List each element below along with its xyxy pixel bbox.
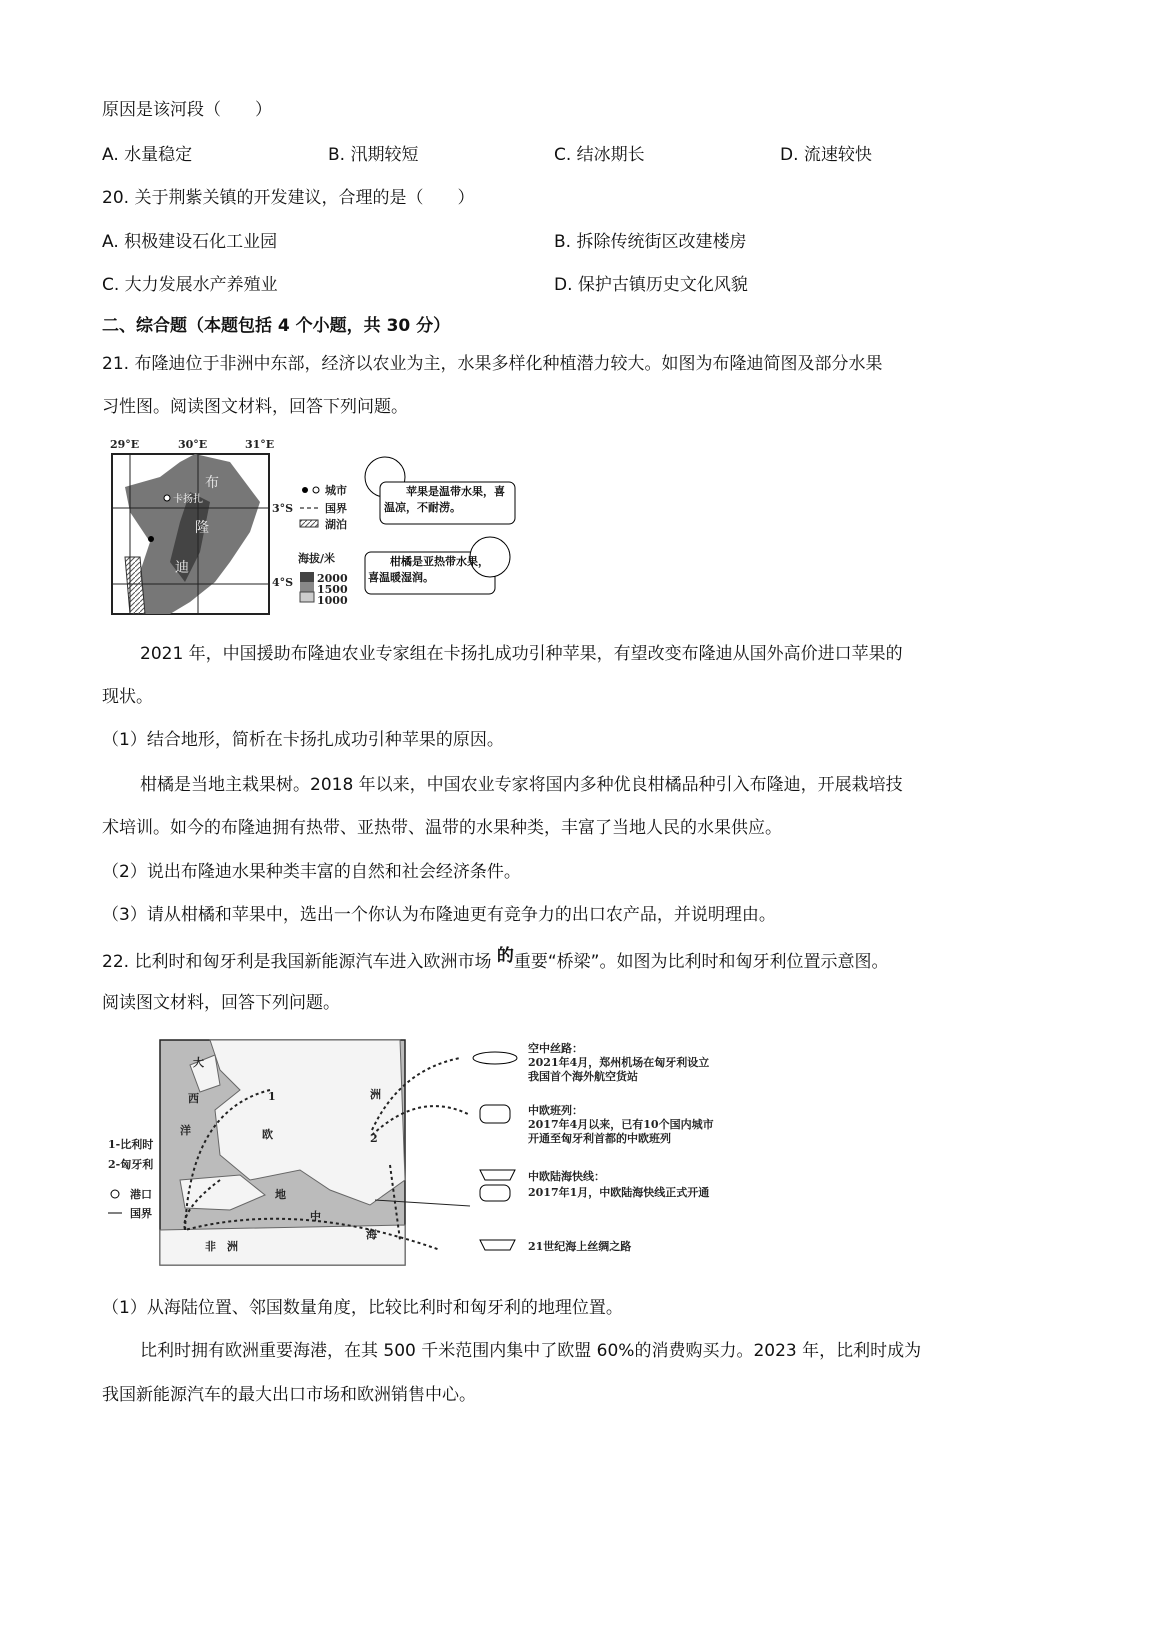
lon-label: 30°E <box>178 438 208 451</box>
legend-port: 港口 <box>130 1188 152 1201</box>
q21-intro-2: 习性图。阅读图文材料，回答下列问题。 <box>102 397 408 417</box>
route-title: 21世纪海上丝绸之路 <box>528 1240 632 1253</box>
route-text: 开通至匈牙利首都的中欧班列 <box>528 1132 671 1145</box>
hungary-marker: 2 <box>370 1132 378 1145</box>
q21-intro: 21. 布隆迪位于非洲中东部，经济以农业为主，水果多样化种植潜力较大。如图为布隆迪简图及部分水果 <box>102 354 883 374</box>
legend-border: 国界 <box>325 502 347 515</box>
q19-option-a: A. 水量稳定 <box>102 145 193 165</box>
legend-belgium: 1-比利时 <box>108 1138 154 1151</box>
country-char: 隆 <box>195 520 209 536</box>
elevation-value: 1000 <box>317 594 348 607</box>
train-icon <box>480 1105 510 1123</box>
legend-lake: 湖泊 <box>325 518 347 531</box>
legend-city: 城市 <box>325 484 347 497</box>
q21-para1-2: 现状。 <box>102 687 153 707</box>
map-label: 欧 <box>262 1128 273 1141</box>
q21-para2: 柑橘是当地主栽果树。2018 年以来，中国农业专家将国内多种优良柑橘品种引入布隆迪，开展栽培技 <box>140 775 903 795</box>
country-char: 布 <box>205 475 219 491</box>
q19-option-d: D. 流速较快 <box>780 145 872 165</box>
elevation-title: 海拔/米 <box>298 552 336 565</box>
europe-map <box>100 1030 730 1270</box>
q22-intro-2: 阅读图文材料，回答下列问题。 <box>102 993 340 1013</box>
map-label: 洲 <box>370 1088 381 1101</box>
q20-stem: 20. 关于荆紫关镇的开发建议，合理的是（ ） <box>102 188 475 208</box>
route-title: 中欧班列： <box>528 1104 583 1117</box>
q22-question-1: （1）从海陆位置、邻国数量角度，比较比利时和匈牙利的地理位置。 <box>102 1298 623 1318</box>
q21-para2-2: 术培训。如今的布隆迪拥有热带、亚热带、温带的水果种类，丰富了当地人民的水果供应。 <box>102 818 782 838</box>
ship-icon <box>480 1240 515 1250</box>
apple-note: 苹果是温带水果，喜温凉，不耐涝。 <box>384 485 505 514</box>
citrus-note: 柑橘是亚热带水果，喜温暖湿润。 <box>368 555 489 584</box>
route-title: 空中丝路： <box>528 1042 583 1055</box>
q19-stem: 原因是该河段（ ） <box>102 100 272 120</box>
map-label: 非 洲 <box>205 1240 238 1253</box>
q20-option-b: B. 拆除传统街区改建楼房 <box>554 232 747 252</box>
port-icon <box>111 1190 119 1198</box>
route-text: 2017年1月，中欧陆海快线正式开通 <box>528 1186 710 1199</box>
map-label: 地 <box>275 1188 286 1201</box>
q21-question-2: （2）说出布隆迪水果种类丰富的自然和社会经济条件。 <box>102 862 521 882</box>
lat-label: 4°S <box>272 576 294 589</box>
route-text: 2021年4月，郑州机场在匈牙利设立 <box>528 1056 710 1069</box>
map-label: 中 <box>310 1210 321 1223</box>
legend-hungary: 2-匈牙利 <box>108 1158 154 1171</box>
belgium-marker: 1 <box>268 1090 276 1103</box>
lon-label: 31°E <box>245 438 275 451</box>
route-title: 中欧陆海快线： <box>528 1170 605 1183</box>
q22-intro <box>102 947 888 972</box>
q19-option-c: C. 结冰期长 <box>554 145 645 165</box>
q22-intro-c: 重要“桥梁”。如图为比利时和匈牙利位置示意图。 <box>513 952 889 972</box>
map-label: 海 <box>366 1228 377 1241</box>
q22-intro-b: 的 <box>496 946 514 966</box>
burundi-map <box>100 432 530 622</box>
q22-para1: 比利时拥有欧洲重要海港，在其 500 千米范围内集中了欧盟 60%的消费购买力。2023 年，比利时成为 <box>140 1341 922 1361</box>
train-icon <box>480 1185 510 1201</box>
q19-option-b: B. 汛期较短 <box>328 145 419 165</box>
city-label: 卡扬扎 <box>173 494 203 505</box>
q21-para1: 2021 年，中国援助布隆迪农业专家组在卡扬扎成功引种苹果，有望改变布隆迪从国外高价进口苹果的 <box>140 644 903 664</box>
elevation-value: 2000 <box>317 572 348 585</box>
route-text: 我国首个海外航空货站 <box>528 1070 638 1083</box>
q20-option-c: C. 大力发展水产养殖业 <box>102 275 278 295</box>
q21-question-3: （3）请从柑橘和苹果中，选出一个你认为布隆迪更有竞争力的出口农产品，并说明理由。 <box>102 905 776 925</box>
map-label: 西 <box>188 1092 199 1105</box>
ship-icon <box>480 1170 515 1180</box>
q22-para1-2: 我国新能源汽车的最大出口市场和欧洲销售中心。 <box>102 1385 476 1405</box>
legend-border: 国界 <box>130 1207 152 1220</box>
q21-question-1: （1）结合地形，简析在卡扬扎成功引种苹果的原因。 <box>102 730 504 750</box>
q20-option-d: D. 保护古镇历史文化风貌 <box>554 275 748 295</box>
lon-label: 29°E <box>110 438 140 451</box>
q22-intro-a: 22. 比利时和匈牙利是我国新能源汽车进入欧洲市场 <box>102 952 492 972</box>
q20-option-a: A. 积极建设石化工业园 <box>102 232 278 252</box>
lat-label: 3°S <box>272 502 294 515</box>
map-label: 洋 <box>180 1124 191 1137</box>
country-char: 迪 <box>175 560 189 576</box>
section-title: 二、综合题（本题包括 4 个小题，共 30 分） <box>102 316 451 336</box>
elevation-value: 1500 <box>317 583 348 596</box>
plane-icon <box>473 1052 517 1064</box>
route-text: 2017年4月以来，已有10个国内城市 <box>528 1118 714 1131</box>
map-label: 大 <box>193 1056 204 1069</box>
